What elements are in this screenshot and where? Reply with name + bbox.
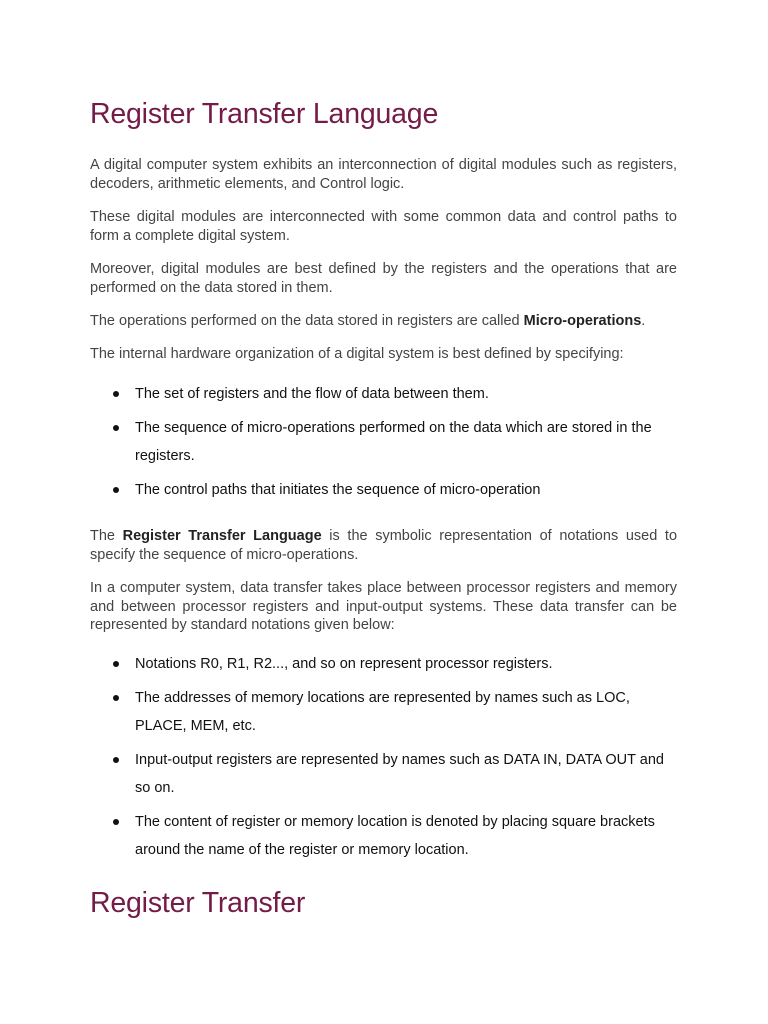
list-item-text: The sequence of micro-operations performed on the data which are stored in the registers. <box>135 419 652 464</box>
bullet-icon <box>113 757 119 763</box>
list-item <box>90 650 677 679</box>
paragraph-modules: These digital modules are interconnected with some common data and control paths to form a complete digital system. <box>90 209 677 244</box>
bullet-icon <box>113 391 119 397</box>
list-item <box>90 746 677 803</box>
bullet-icon <box>113 661 119 667</box>
paragraph-text: The operations performed on the data stored in registers are called <box>90 313 524 329</box>
list-item <box>90 414 677 471</box>
list-item-text: The control paths that initiates the sequence of micro-operation <box>135 481 541 498</box>
bold-term: Micro-operations <box>523 313 642 329</box>
list-item-text: Notations R0, R1, R2..., and so on represent processor registers. <box>135 656 553 672</box>
list-item <box>90 808 677 865</box>
bullet-list-notations <box>90 650 677 870</box>
bullet-icon <box>113 425 119 431</box>
bold-term: Register Transfer Language <box>122 528 322 544</box>
paragraph-text: . <box>641 313 646 329</box>
list-item-text: Input-output registers are represented by names such as DATA IN, DATA OUT and so on. <box>135 751 664 796</box>
list-item <box>90 380 677 409</box>
paragraph-text: The <box>90 528 123 544</box>
paragraph-micro-operations <box>90 312 677 331</box>
paragraph-registers: Moreover, digital modules are best defined by the registers and the operations that are performed on the data stored in them. <box>90 261 677 296</box>
bullet-icon <box>113 487 119 493</box>
list-item-text: The content of register or memory location is denoted by placing square brackets around the name of the register or memory location. <box>135 813 655 858</box>
list-item <box>90 684 677 741</box>
paragraph-rtl-definition <box>90 527 677 564</box>
paragraph-data-transfer: In a computer system, data transfer takes place between processor registers and memory and between processor registers and input-output systems. These data transfer can be represented by standard notations given below: <box>90 580 677 633</box>
bullet-list-organization <box>90 380 677 509</box>
bullet-icon <box>113 695 119 701</box>
page-title: Register Transfer Language <box>90 98 439 130</box>
section-heading: Register Transfer <box>90 887 306 919</box>
paragraph-organization: The internal hardware organization of a digital system is best defined by specifying: <box>90 346 624 362</box>
list-item <box>90 476 677 505</box>
list-item-text: The set of registers and the flow of data between them. <box>135 386 489 402</box>
paragraph-text: is the symbolic representation of notations used to specify the sequence of micro-operations. <box>90 528 678 563</box>
paragraph-intro: A digital computer system exhibits an interconnection of digital modules such as registers, decoders, arithmetic elements, and Control logic. <box>90 157 677 192</box>
list-item-text: The addresses of memory locations are represented by names such as LOC, PLACE, MEM, etc. <box>135 689 630 734</box>
bullet-icon <box>113 819 119 825</box>
